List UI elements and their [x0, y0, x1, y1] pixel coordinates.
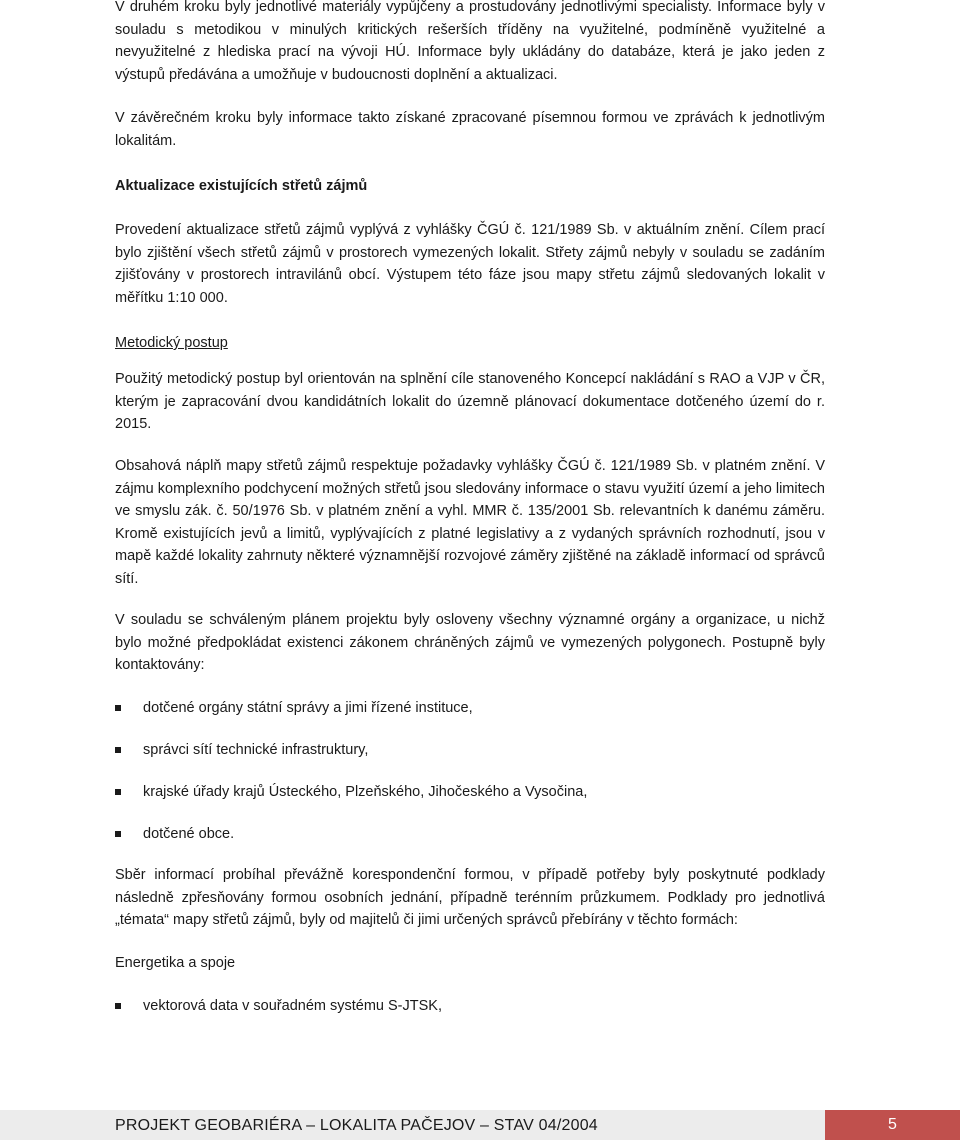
section-heading: Aktualizace existujících střetů zájmů — [115, 178, 368, 194]
subheading-method: Metodický postup — [115, 335, 228, 351]
bullet-square-icon — [115, 1003, 121, 1009]
paragraph-method: Použitý metodický postup byl orientován na splnění cíle stanoveného Koncepcí nakládání s RAO a VJP v ČR, kterým je zapracování dvou kandidátních lokalit do územně plánovací dokumentace dotčeného území do r. 2015. — [115, 371, 825, 433]
bullet-square-icon — [115, 747, 121, 753]
bullet-square-icon — [115, 831, 121, 837]
paragraph-content: Obsahová náplň mapy střetů zájmů respektuje požadavky vyhlášky ČGÚ č. 121/1989 Sb. v platném znění. V zájmu komplexního podchycení možných střetů jsou sledovány informace o stavu využití území a jeho limitech ve smyslu zák. č. 50/1976 Sb. v platném znění a vyhl. MMR č. 135/2001 Sb. relevantních k danému záměru. Kromě existujících jevů a limitů, vyplývajících z platné legislativy a z vydaných správních rozhodnutí, jsou v mapě každé lokality zahrnuty některé významnější rozvojové záměry zjištěné na základě informací od správců sítí. — [115, 458, 825, 587]
paragraph-final-step: V závěrečném kroku byly informace takto získané zpracované písemnou formou ve zprávách k jednotlivým lokalitám. — [115, 110, 825, 149]
paragraph-contacts: V souladu se schváleným plánem projektu byly osloveny všechny významné orgány a organizace, u nichž bylo možné předpokládat existenci zákonem chráněných zájmů ve vymezených polygonech. Postupně byly kontaktovány: — [115, 612, 825, 674]
paragraph-collection: Sběr informací probíhal převážně korespondenční formou, v případě potřeby byly poskytnuté podklady následně zpřesňovány formou osobních jednání, případně terénním průzkumem. Podklady pro jednotlivá „témata“ mapy střetů zájmů, byly od majitelů či jimi určených správců přebírány v těchto formách: — [115, 867, 825, 929]
page-footer — [0, 1110, 960, 1140]
energy-heading: Energetika a spoje — [115, 955, 236, 971]
paragraph-update: Provedení aktualizace střetů zájmů vyplývá z vyhlášky ČGÚ č. 121/1989 Sb. v aktuálním znění. Cílem prací bylo zjištění všech střetů zájmů v prostorech vymezených lokalit. Střety zájmů nebyly v souladu se zadáním zjišťovány v prostorech intravilánů obcí. Výstupem této fáze jsou mapy střetu zájmů sledovaných lokalit v měřítku 1:10 000. — [115, 222, 825, 306]
footer-title: PROJEKT GEOBARIÉRA – LOKALITA PAČEJOV – STAV 04/2004 — [115, 1117, 598, 1134]
paragraph-intro: V druhém kroku byly jednotlivé materiály vypůjčeny a prostudovány jednotlivými specialisty. Informace byly v souladu s metodikou v minulých kritických rešerších tříděny na využitelné, podmíněně využitelné a nevyužitelné z hlediska prací na vývoji HÚ. Informace byly ukládány do databáze, která je jako jeden z výstupů předávána a umožňuje v budoucnosti doplnění a aktualizaci. — [115, 0, 825, 83]
page-number: 5 — [825, 1110, 960, 1140]
bullet-square-icon — [115, 789, 121, 795]
bullet-square-icon — [115, 705, 121, 711]
